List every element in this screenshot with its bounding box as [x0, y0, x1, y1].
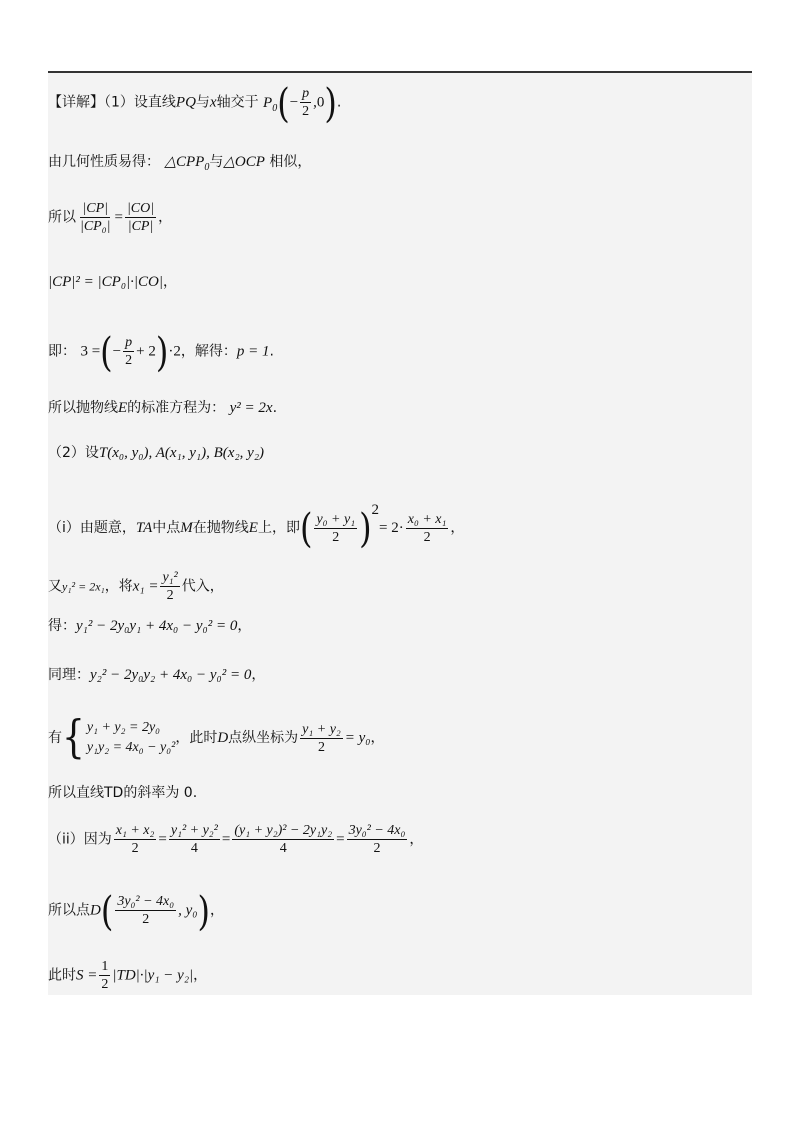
- solution-line-12: [48, 711, 385, 763]
- math-p0: $P_0$: [263, 94, 278, 114]
- math-tail: ,0: [313, 94, 325, 111]
- text: ，: [237, 618, 252, 634]
- math-triangle-1: $\triangle CPP_0$: [164, 154, 210, 173]
- math-pq: PQ: [175, 94, 196, 111]
- text: 代入，: [181, 578, 224, 595]
- text: 与: [209, 154, 224, 170]
- paren: (: [277, 78, 290, 127]
- math-eq: =: [158, 831, 167, 848]
- text: 相似，: [269, 154, 312, 170]
- frac-half: $\frac{1}{2}$: [101, 959, 109, 992]
- text: 所以直线TD的斜率为 0.: [48, 785, 198, 801]
- paren: ): [359, 504, 372, 552]
- math-m: M: [180, 520, 193, 536]
- text: ，: [370, 730, 385, 746]
- frac-y0y1: $\frac{\text{y₀ + y₁}}{2}$: [316, 511, 356, 545]
- math-equation: y₁² = 2x₁: [62, 579, 105, 594]
- paren: ): [197, 886, 210, 935]
- text: 所以: [48, 209, 76, 226]
- solution-line-10: [48, 616, 251, 636]
- text: 所以点: [48, 902, 90, 919]
- frac-cp: $\frac{|CP|}{\text{|CP₀|}}$: [80, 201, 111, 234]
- text: 上，即: [257, 520, 300, 536]
- math-minus: −: [112, 343, 122, 360]
- solution-line-6: [48, 398, 277, 418]
- math-equation: y₁² − 2y₀y₁ + 4x₀ − y₀² = 0: [76, 618, 238, 634]
- text: .: [336, 94, 342, 111]
- solution-line-8: [48, 500, 465, 552]
- solution-line-9: [48, 569, 224, 604]
- text: ，: [163, 274, 177, 290]
- solution-line-11: [48, 665, 265, 685]
- solution-line-3: [48, 200, 172, 235]
- frac-d-x: $\frac{\text{3y₀² − 4x₀}}{2}$: [117, 894, 175, 927]
- math-result: p = 1: [236, 343, 270, 360]
- text: 的标准方程为：: [127, 400, 226, 416]
- equation-system: y₁ + y₂ = 2y₀ y₁y₂ = 4x₀ − y₀²: [86, 720, 176, 755]
- text: 中点: [152, 520, 181, 536]
- solution-line-14: [48, 822, 423, 857]
- text: ，: [210, 902, 224, 919]
- solution-line-5: [48, 327, 274, 376]
- text: 与: [195, 94, 210, 111]
- frac-y1sq: $\frac{\text{y₁²}}{2}$: [162, 570, 178, 603]
- math-e: E: [118, 400, 128, 416]
- text: 又: [48, 578, 62, 595]
- math-minus: −: [289, 94, 299, 111]
- frac-co: $\frac{|CO|}{|CP|}$: [126, 201, 155, 234]
- math-rest: + 2: [136, 343, 156, 360]
- frac-y1sq-y2sq: $\frac{\text{y₁² + y₂²}}{4}$: [170, 823, 218, 856]
- text: .: [272, 400, 278, 416]
- text: ，: [158, 209, 173, 226]
- math-d: D: [217, 730, 229, 746]
- math-result: = y₀: [344, 730, 371, 746]
- text: 所以抛物线: [48, 400, 118, 416]
- math-eq: =: [221, 831, 231, 848]
- text: 由几何性质易得：: [48, 154, 160, 170]
- text: 点纵坐标为: [228, 730, 299, 746]
- solution-line-2: [48, 152, 311, 178]
- math-s: S =: [76, 967, 98, 984]
- solution-line-7: [48, 443, 264, 463]
- paren: ): [155, 327, 169, 376]
- text: ，此时: [175, 730, 218, 746]
- math-equation: y² = 2x: [229, 400, 273, 416]
- paren: (: [299, 504, 313, 552]
- brace: {: [62, 711, 85, 763]
- math-expression: |CP|² = |CP₀|·|CO|: [48, 274, 163, 290]
- text: 此时: [48, 967, 76, 984]
- math-e: E: [248, 520, 258, 536]
- solution-line-1: [48, 78, 342, 127]
- math-equation: y₂² − 2y₀y₂ + 4x₀ − y₀² = 0: [90, 667, 252, 683]
- text: （2）设: [48, 445, 99, 461]
- text: 有: [48, 730, 62, 746]
- solution-line-16: [48, 958, 207, 993]
- text: 即：: [48, 343, 76, 360]
- math-x1: x₁ =: [132, 578, 159, 595]
- math-triangle-2: △OCP: [223, 154, 265, 170]
- math-square: 2: [371, 502, 380, 518]
- text: （i）由题意，: [48, 520, 136, 536]
- math-tail: , y₀: [178, 902, 198, 919]
- text: 在抛物线: [192, 520, 249, 536]
- text: 同理：: [48, 667, 90, 683]
- solution-line-4: [48, 272, 177, 292]
- math-d: D: [90, 902, 101, 919]
- solution-line-15: [48, 886, 224, 935]
- detail-label: 【详解】（1）设直线: [48, 94, 176, 111]
- paren: (: [100, 327, 113, 376]
- frac-x1x2: $\frac{\text{x₁ + x₂}}{2}$: [115, 823, 155, 856]
- math-mul: ·2: [168, 343, 181, 360]
- frac-expanded: $\frac{\text{(y₁ + y₂)² − 2y₁y₂}}{4}$: [234, 823, 333, 856]
- paren: ): [324, 78, 337, 127]
- text: ，解得：: [180, 343, 237, 360]
- text: ，: [409, 831, 424, 848]
- math-eq: = 2·: [379, 520, 404, 536]
- frac-result: $\frac{\text{3y₀² − 4x₀}}{2}$: [348, 823, 406, 856]
- math-eq: =: [114, 209, 123, 226]
- math-points: T(x₀, y₀), A(x₁, y₁), B(x₂, y₂): [98, 445, 265, 461]
- text: ，: [450, 520, 465, 536]
- math-eq: =: [336, 831, 345, 848]
- text: ，: [251, 667, 266, 683]
- frac-p-2: $\frac{p}{2}$: [125, 335, 133, 368]
- text: （ii）因为: [48, 831, 112, 848]
- text: ，将: [104, 578, 133, 595]
- text: .: [269, 343, 274, 360]
- text: 得：: [48, 618, 76, 634]
- math-ta: TA: [135, 520, 153, 536]
- solution-line-13: [48, 783, 197, 803]
- frac-x0x1: $\frac{\text{x₀ + x₁}}{2}$: [407, 511, 447, 545]
- frac-y1y2: $\frac{\text{y₁ + y₂}}{2}$: [302, 721, 341, 755]
- text: 轴交于: [216, 94, 259, 111]
- paren: (: [100, 886, 114, 935]
- text: ，: [193, 967, 208, 984]
- math-lhs: 3 =: [80, 343, 101, 360]
- frac-p-2: $\frac{p}{2}$: [302, 86, 310, 119]
- math-area-expression: |TD|·|y₁ − y₂|: [112, 967, 194, 984]
- math-x: x: [209, 94, 217, 111]
